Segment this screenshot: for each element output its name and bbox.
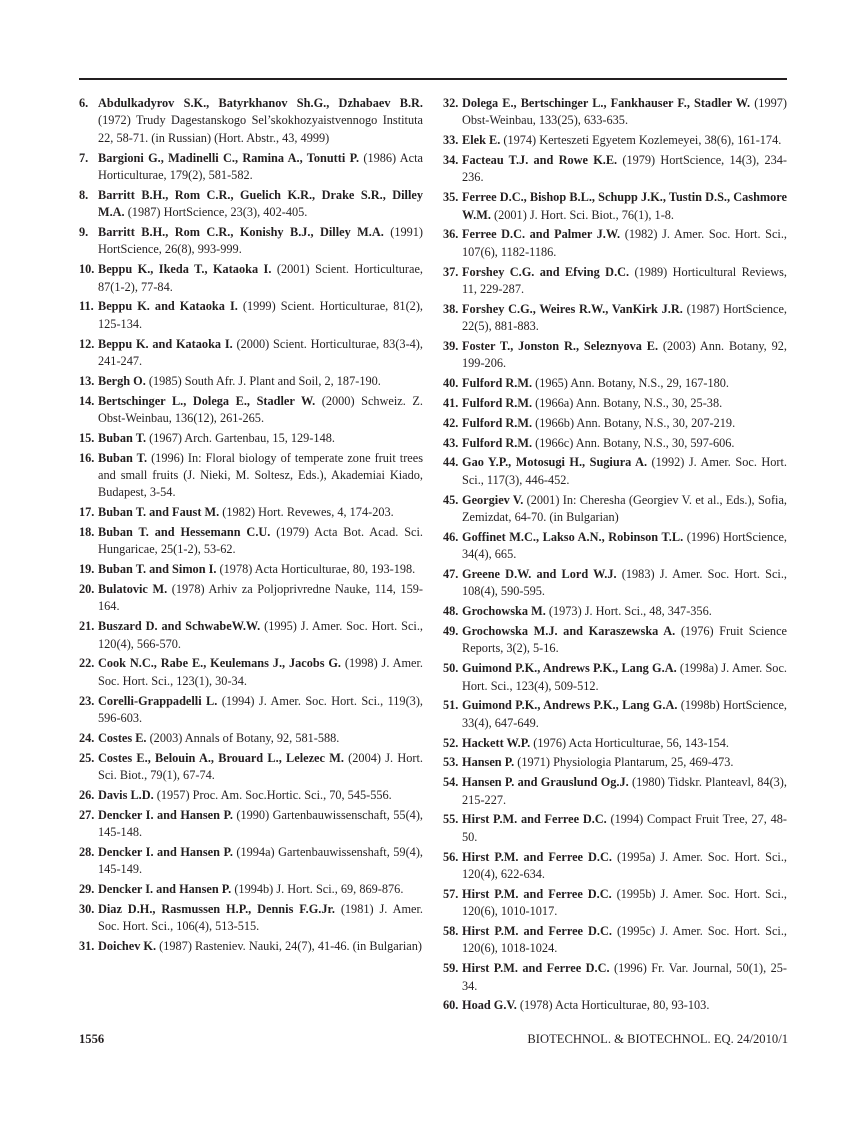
reference-number: 57.: [443, 886, 459, 901]
reference-number: 18.: [79, 525, 95, 540]
reference-item: [443, 301, 787, 336]
reference-source: (1973) J. Hort. Sci., 48, 347-356.: [545, 604, 712, 619]
reference-source: (1998) J. Amer. Soc. Hort. Sci., 123(1), 30-34.: [98, 656, 423, 688]
reference-number: 51.: [443, 698, 459, 713]
reference-number: 15.: [79, 430, 95, 445]
reference-number: 40.: [443, 376, 459, 391]
reference-source: (1987) HortScience, 22(5), 881-883.: [462, 301, 787, 334]
reference-source: (1989) Horticultural Reviews, 11, 229-287.: [462, 264, 787, 297]
reference-number: 6.: [79, 96, 89, 110]
reference-source: (1991) HortScience, 26(8), 993-999.: [98, 225, 424, 257]
reference-number: 19.: [79, 562, 95, 577]
reference-number: 37.: [443, 264, 459, 279]
reference-item: [79, 524, 423, 559]
reference-item: [79, 450, 423, 502]
reference-item: [79, 844, 423, 879]
reference-source: (1998b) HortScience, 33(4), 647-649.: [462, 698, 787, 730]
reference-item: [443, 923, 787, 958]
reference-number: 35.: [443, 190, 459, 205]
reference-source: (2000) Schweiz. Z. Obst-Weinbau, 136(12), 261-265.: [98, 393, 423, 426]
reference-authors: Greene D.W. and Lord W.J.: [462, 567, 617, 582]
reference-source: (1994) Compact Fruit Tree, 27, 48-50.: [462, 812, 787, 844]
reference-authors: Hirst P.M. and Ferree D.C.: [462, 961, 610, 976]
reference-authors: Fulford R.M.: [462, 435, 533, 450]
reference-number: 39.: [443, 339, 459, 354]
reference-authors: Hackett W.P.: [462, 735, 531, 750]
reference-number: 43.: [443, 435, 459, 450]
reference-number: 24.: [79, 730, 95, 745]
reference-number: 25.: [79, 750, 95, 765]
reference-item: [79, 750, 423, 785]
reference-source: (2003) Ann. Botany, 92, 199-206.: [462, 339, 787, 371]
reference-source: (1999) Scient. Horticulturae, 81(2), 125-134.: [98, 299, 423, 331]
reference-item: [443, 454, 787, 489]
reference-item: [443, 566, 787, 601]
reference-number: 49.: [443, 624, 459, 639]
reference-source: (1996) Fr. Var. Journal, 50(1), 25-34.: [462, 961, 787, 993]
reference-authors: Buban T. and Faust M.: [98, 505, 220, 520]
reference-source: (1965) Ann. Botany, N.S., 29, 167-180.: [532, 376, 730, 391]
reference-source: (1987) HortScience, 23(3), 402-405.: [124, 205, 308, 220]
reference-item: [443, 435, 787, 452]
reference-authors: Buban T. and Simon I.: [98, 562, 217, 577]
reference-number: 53.: [443, 755, 459, 770]
reference-authors: Buban T.: [98, 450, 148, 465]
reference-item: [443, 226, 787, 261]
reference-item: [443, 960, 787, 995]
reference-source: (1982) J. Amer. Soc. Hort. Sci., 107(6), 1182-1186.: [462, 227, 787, 259]
reference-item: [443, 492, 787, 527]
reference-source: (1978) Arhiv za Poljoprivredne Nauke, 114, 159-164.: [98, 582, 423, 614]
reference-item: [79, 901, 423, 936]
journal-citation: BIOTECHNOL. & BIOTECHNOL. EQ. 24/2010/1: [527, 1032, 788, 1046]
reference-source: (1990) Gartenbauwissenschaft, 55(4), 145-148.: [98, 807, 423, 840]
reference-number: 34.: [443, 153, 459, 167]
reference-item: [443, 415, 787, 432]
reference-number: 48.: [443, 604, 459, 619]
reference-source: (1967) Arch. Gartenbau, 15, 129-148.: [146, 430, 335, 445]
reference-source: (2003) Annals of Botany, 92, 581-588.: [146, 730, 340, 745]
reference-authors: Dencker I. and Hansen P.: [98, 844, 233, 859]
reference-number: 30.: [79, 901, 95, 916]
reference-authors: Corelli-Grappadelli L.: [98, 693, 218, 708]
reference-item: [79, 730, 423, 747]
reference-source: (1981) J. Amer. Soc. Hort. Sci., 106(4), 513-515.: [98, 901, 423, 934]
reference-number: 27.: [79, 807, 95, 822]
reference-number: 22.: [79, 656, 95, 671]
reference-number: 41.: [443, 396, 459, 411]
reference-source: (2000) Scient. Horticulturae, 83(3-4), 241-247.: [98, 336, 423, 369]
reference-number: 55.: [443, 812, 459, 827]
reference-item: [443, 395, 787, 412]
reference-item: [443, 660, 787, 695]
reference-source: (2001) In: Cheresha (Georgiev V. et al., Eds.), Sofia, Zemizdat, 64-70. (in Bulgarian): [462, 492, 787, 525]
reference-item: [443, 697, 787, 732]
reference-number: 26.: [79, 787, 95, 802]
reference-source: (1994a) Gartenbauwissenshaft, 59(4), 145-149.: [98, 844, 423, 877]
reference-authors: Davis L.D.: [98, 787, 154, 802]
reference-number: 21.: [79, 619, 95, 634]
reference-source: (2001) Scient. Horticulturae, 87(1-2), 77-84.: [98, 262, 423, 294]
reference-source: (1957) Proc. Am. Soc.Hortic. Sci., 70, 545-556.: [153, 787, 392, 802]
reference-authors: Guimond P.K., Andrews P.K., Lang G.A.: [462, 661, 677, 676]
reference-authors: Hirst P.M. and Ferree D.C.: [462, 849, 612, 864]
reference-item: [79, 807, 423, 842]
reference-source: (1983) J. Amer. Soc. Hort. Sci., 108(4), 590-595.: [462, 567, 787, 599]
header-rule: [79, 78, 787, 80]
reference-source: (1994) J. Amer. Soc. Hort. Sci., 119(3), 596-603.: [98, 693, 423, 726]
reference-number: 33.: [443, 133, 459, 148]
reference-item: [443, 95, 787, 130]
reference-authors: Hirst P.M. and Ferree D.C.: [462, 924, 612, 939]
reference-number: 29.: [79, 882, 95, 897]
reference-item: [443, 886, 787, 921]
reference-item: [79, 298, 423, 333]
reference-number: 46.: [443, 529, 459, 544]
reference-source: (1971) Physiologia Plantarum, 25, 469-473.: [514, 755, 734, 770]
reference-item: [79, 224, 423, 259]
reference-source: (1995b) J. Amer. Soc. Hort. Sci., 120(6), 1010-1017.: [462, 886, 787, 919]
reference-authors: Georgiev V.: [462, 492, 524, 507]
reference-authors: Barritt B.H., Rom C.R., Guelich K.R., Drake S.R., Dilley M.A.: [98, 187, 423, 220]
reference-source: (1966c) Ann. Botany, N.S., 30, 597-606.: [532, 435, 735, 450]
reference-authors: Grochowska M.J. and Karaszewska A.: [462, 624, 676, 639]
page-number: 1556: [79, 1032, 105, 1046]
reference-source: (1995c) J. Amer. Soc. Hort. Sci., 120(6), 1018-1024.: [462, 924, 787, 956]
reference-item: [79, 581, 423, 616]
reference-source: (1979) Acta Bot. Acad. Sci. Hungaricae, 25(1-2), 53-62.: [98, 525, 423, 557]
reference-authors: Hirst P.M. and Ferree D.C.: [462, 812, 607, 827]
reference-authors: Goffinet M.C., Lakso A.N., Robinson T.L.: [462, 529, 684, 544]
reference-authors: Diaz D.H., Rasmussen H.P., Dennis F.G.Jr.: [98, 901, 335, 916]
reference-number: 28.: [79, 844, 95, 859]
reference-item: [443, 774, 787, 809]
reference-item: [79, 373, 423, 390]
reference-item: [443, 735, 787, 752]
reference-number: 50.: [443, 661, 459, 676]
reference-item: [443, 189, 787, 224]
reference-number: 8.: [79, 187, 89, 202]
reference-authors: Gao Y.P., Motosugi H., Sugiura A.: [462, 455, 648, 470]
reference-authors: Fulford R.M.: [462, 415, 533, 430]
reference-item: [79, 336, 423, 371]
reference-item: [79, 150, 423, 185]
reference-number: 11.: [79, 299, 94, 314]
reference-number: 13.: [79, 373, 95, 388]
reference-item: [79, 95, 423, 147]
reference-authors: Grochowska M.: [462, 604, 546, 619]
reference-item: [79, 504, 423, 521]
reference-authors: Dencker I. and Hansen P.: [98, 807, 233, 822]
reference-authors: Dolega E., Bertschinger L., Fankhauser F., Stadler W.: [462, 96, 751, 110]
reference-number: 20.: [79, 582, 95, 597]
reference-source: (1986) Acta Horticulturae, 179(2), 581-582.: [98, 150, 423, 183]
reference-source: (1966b) Ann. Botany, N.S., 30, 207-219.: [532, 415, 736, 430]
reference-authors: Beppu K., Ikeda T., Kataoka I.: [98, 262, 272, 277]
reference-authors: Buban T. and Hessemann C.U.: [98, 525, 271, 540]
reference-authors: Barritt B.H., Rom C.R., Konishy B.J., Dilley M.A.: [98, 225, 384, 240]
reference-number: 23.: [79, 693, 95, 708]
reference-authors: Beppu K. and Kataoka I.: [98, 336, 233, 351]
reference-item: [79, 938, 423, 955]
reference-source: (2004) J. Hort. Sci. Biot., 79(1), 67-74.: [98, 750, 423, 783]
reference-item: [79, 187, 423, 222]
reference-source: (1980) Tidskr. Planteavl, 84(3), 215-227.: [462, 775, 787, 807]
reference-source: (1995a) J. Amer. Soc. Hort. Sci., 120(4), 622-634.: [462, 849, 787, 882]
reference-item: [443, 529, 787, 564]
reference-authors: Hansen P.: [462, 755, 515, 770]
reference-authors: Dencker I. and Hansen P.: [98, 882, 232, 897]
reference-number: 16.: [79, 450, 95, 465]
reference-authors: Elek E.: [462, 133, 501, 148]
reference-item: [443, 623, 787, 658]
reference-authors: Hirst P.M. and Ferree D.C.: [462, 886, 612, 901]
reference-authors: Fulford R.M.: [462, 396, 533, 411]
reference-number: 36.: [443, 227, 459, 242]
reference-number: 59.: [443, 961, 459, 976]
reference-item: [443, 603, 787, 620]
reference-source: (1992) J. Amer. Soc. Hort. Sci., 117(3), 446-452.: [462, 455, 787, 487]
reference-number: 56.: [443, 849, 459, 864]
reference-source: (1978) Acta Horticulturae, 80, 193-198.: [216, 562, 416, 577]
reference-authors: Hansen P. and Grauslund Og.J.: [462, 775, 629, 790]
references-column-right: [443, 95, 787, 1017]
reference-number: 60.: [443, 998, 459, 1013]
reference-authors: Costes E., Belouin A., Brouard L., Lelezec M.: [98, 750, 344, 765]
reference-item: [79, 430, 423, 447]
reference-item: [443, 754, 787, 771]
reference-authors: Ferree D.C. and Palmer J.W.: [462, 227, 621, 242]
reference-authors: Cook N.C., Rabe E., Keulemans J., Jacobs G.: [98, 656, 342, 671]
reference-source: (1979) HortScience, 14(3), 234-236.: [462, 153, 787, 185]
reference-authors: Foster T., Jonston R., Seleznyova E.: [462, 339, 659, 354]
reference-item: [79, 655, 423, 690]
reference-number: 54.: [443, 775, 459, 790]
reference-number: 47.: [443, 567, 459, 582]
reference-number: 7.: [79, 150, 89, 165]
reference-authors: Guimond P.K., Andrews P.K., Lang G.A.: [462, 698, 678, 713]
reference-number: 10.: [79, 262, 95, 277]
reference-authors: Beppu K. and Kataoka I.: [98, 299, 238, 314]
reference-source: (1966a) Ann. Botany, N.S., 30, 25-38.: [532, 396, 723, 411]
references-column-left: [79, 95, 423, 958]
reference-authors: Bertschinger L., Dolega E., Stadler W.: [98, 393, 316, 408]
reference-item: [443, 132, 787, 149]
reference-authors: Abdulkadyrov S.K., Batyrkhanov Sh.G., Dzhabaev B.R.: [98, 96, 423, 110]
reference-source: (1974) Kerteszeti Egyetem Kozlemeyei, 38(6), 161-174.: [500, 133, 782, 148]
reference-authors: Hoad G.V.: [462, 998, 517, 1013]
reference-item: [443, 849, 787, 884]
reference-authors: Facteau T.J. and Rowe K.E.: [462, 153, 618, 167]
reference-source: (1987) Rasteniev. Nauki, 24(7), 41-46. (in Bulgarian): [156, 939, 422, 954]
reference-source: (1994b) J. Hort. Sci., 69, 869-876.: [231, 882, 404, 897]
reference-item: [79, 618, 423, 653]
reference-source: (1985) South Afr. J. Plant and Soil, 2, 187-190.: [145, 373, 381, 388]
reference-source: (1978) Acta Horticulturae, 80, 93-103.: [516, 998, 710, 1013]
reference-authors: Bulatovic M.: [98, 582, 168, 597]
reference-item: [79, 881, 423, 898]
reference-number: 44.: [443, 455, 459, 470]
reference-source: (2001) J. Hort. Sci. Biot., 76(1), 1-8.: [490, 207, 675, 222]
reference-item: [79, 393, 423, 428]
reference-number: 14.: [79, 393, 95, 408]
reference-authors: Costes E.: [98, 730, 147, 745]
reference-number: 32.: [443, 96, 459, 110]
reference-number: 9.: [79, 225, 89, 240]
reference-source: (1976) Acta Horticulturae, 56, 143-154.: [530, 735, 729, 750]
reference-source: (1998a) J. Amer. Soc. Hort. Sci., 123(4), 509-512.: [462, 661, 787, 693]
reference-source: (1996) HortScience, 34(4), 665.: [462, 529, 787, 562]
reference-number: 52.: [443, 735, 459, 750]
reference-item: [443, 264, 787, 299]
reference-authors: Buszard D. and SchwabeW.W.: [98, 619, 261, 634]
reference-item: [443, 811, 787, 846]
reference-item: [79, 693, 423, 728]
reference-authors: Ferree D.C., Bishop B.L., Schupp J.K., Tustin D.S., Cashmore W.M.: [462, 190, 787, 222]
reference-number: 17.: [79, 505, 95, 520]
reference-number: 45.: [443, 492, 459, 507]
reference-item: [443, 152, 787, 187]
reference-item: [443, 375, 787, 392]
reference-authors: Buban T.: [98, 430, 147, 445]
reference-item: [79, 261, 423, 296]
reference-number: 58.: [443, 924, 459, 939]
reference-authors: Forshey C.G. and Efving D.C.: [462, 264, 630, 279]
reference-number: 12.: [79, 336, 95, 351]
reference-source: (1995) J. Amer. Soc. Hort. Sci., 120(4), 566-570.: [98, 619, 423, 651]
reference-authors: Fulford R.M.: [462, 376, 533, 391]
reference-source: (1982) Hort. Revewes, 4, 174-203.: [219, 505, 394, 520]
reference-authors: Bargioni G., Madinelli C., Ramina A., Tonutti P.: [98, 150, 360, 165]
reference-item: [79, 787, 423, 804]
reference-source: (1972) Trudy Dagestanskogo Sel’skokhozyaistvennogo Instituta 22, 58-71. (in Russian) (Hort. Abstr., 43, 4999): [98, 113, 423, 145]
reference-item: [443, 997, 787, 1014]
reference-source: (1996) In: Floral biology of temperate zone fruit trees and small fruits (J. Nieki, M. Soltesz, Eds.), Akademiai Kiado, Budapest, 3-54.: [98, 450, 423, 500]
reference-number: 38.: [443, 301, 459, 316]
reference-item: [79, 561, 423, 578]
reference-authors: Doichev K.: [98, 939, 157, 954]
reference-number: 42.: [443, 415, 459, 430]
reference-authors: Forshey C.G., Weires R.W., VanKirk J.R.: [462, 301, 683, 316]
reference-item: [443, 338, 787, 373]
reference-source: (1976) Fruit Science Reports, 3(2), 5-16.: [462, 624, 787, 656]
reference-source: (1997) Obst-Weinbau, 133(25), 633-635.: [462, 96, 787, 128]
reference-number: 31.: [79, 939, 95, 954]
reference-authors: Bergh O.: [98, 373, 146, 388]
